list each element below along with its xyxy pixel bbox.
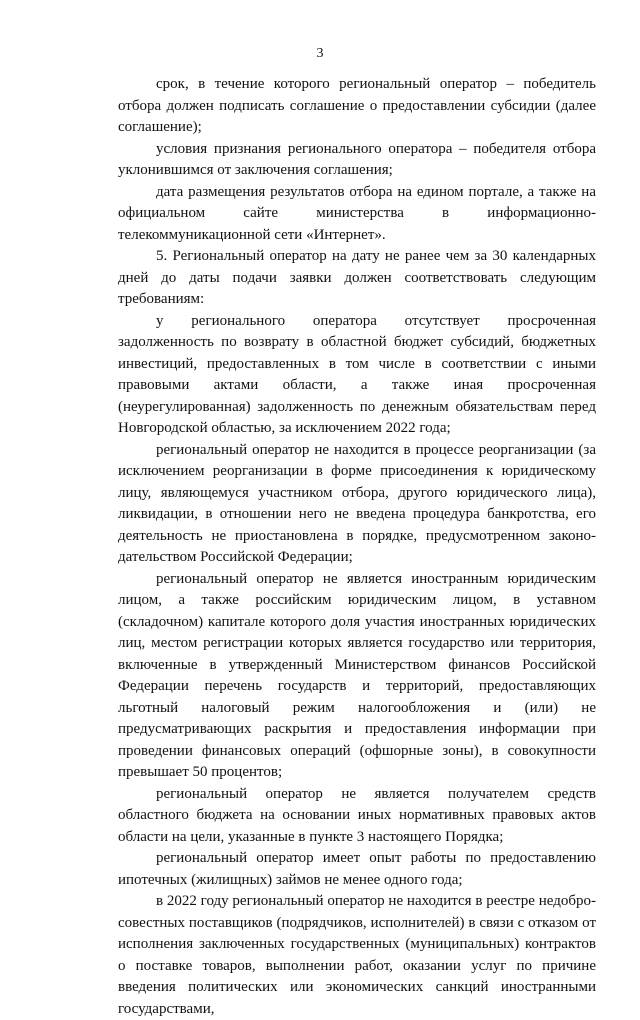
paragraph-not-foreign-entity: региональный оператор не является иностранным юридическим лицом, а также российским юридическим лицом, в уставном (складочном) капитале которого доля участия иностранных юридических лиц, местом регистрации которых является государство или территория, включенные в утвержденный Министерством финансов Российской Федерации перечень государств и территорий, предоставляющих льготный налоговый режим налогообложения и (или) не предусматривающих раскрытия и предоставления информации при проведении финансовых операций (офшорные зоны), в совокупности превышает 50 процентов;: [118, 570, 596, 780]
paragraph-evasion-conditions: условия признания регионального оператора – победителя отбора уклонившимся от заключения соглашения;: [118, 140, 596, 178]
document-body: [118, 74, 596, 1020]
paragraph-not-budget-recipient: региональный оператор не является получателем средств областного бюджета на основании иных нормативных правовых актов области на цели, указанные в пункте 3 настоящего Порядка;: [118, 785, 596, 845]
paragraph-signing-deadline: срок, в течение которого региональный оператор – победитель отбора должен подписать соглашение о предоставлении субсидии (далее соглашение);: [118, 76, 596, 135]
paragraph-results-publication: дата размещения результатов отбора на едином портале, а также на официальном сайте министерства в информационно-телекоммуникационной сети «Интернет».: [118, 183, 596, 243]
page-number: 3: [316, 46, 324, 61]
paragraph-lending-experience: региональный оператор имеет опыт работы по предоставлению ипотечных (жилищных) займов не менее одного года;: [118, 850, 596, 888]
paragraph-no-overdue-debt: у регионального оператора отсутствует просроченная задолженность по возврату в областной бюджет субсидий, бюджетных инвестиций, предоставленных в том числе в соответствии с иными правовыми актами области, а также иная просроченная (неурегулированная) задолженность по денежным обязательствам перед Новгородской областью, за исключением 2022 года;: [118, 312, 596, 436]
paragraph-not-in-registry: в 2022 году региональный оператор не находится в реестре недобросовестных поставщиков (подрядчиков, исполнителей) в связи с отказом от исполнения заключенных государственных (муниципальных) контрактов о поставке товаров, выполнении работ, оказании услуг по причине введения политических или экономических санкций иностранными государствами,: [118, 893, 596, 1017]
paragraph-requirements-intro: 5. Региональный оператор на дату не ранее чем за 30 календарных дней до даты подачи заявки должен соответствовать следующим требованиям:: [118, 248, 596, 307]
paragraph-no-reorganization: региональный оператор не находится в процессе реорганизации (за исключением реорганизации в форме присоединения к юридическому лицу, являющемуся участником отбора, другого юридического лица), ликвидации, в отношении него не введена процедура банкротства, его деятельность не приостановлена в порядке, предусмотренном законодательством Российской Федерации;: [118, 441, 596, 565]
